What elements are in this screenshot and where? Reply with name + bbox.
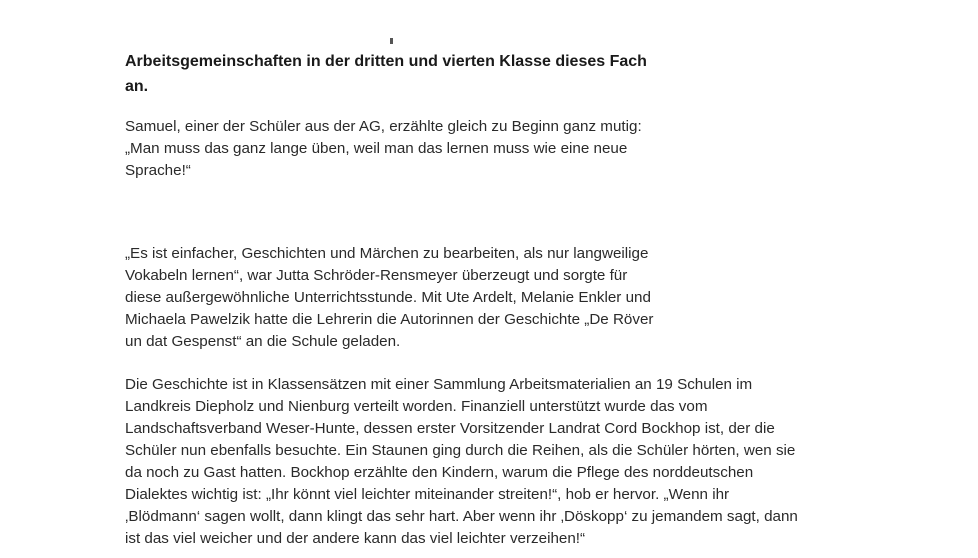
lead-line: an. xyxy=(125,78,149,95)
paragraph-line: Sprache!“ xyxy=(125,162,191,179)
lead-paragraph xyxy=(125,49,647,99)
clipped-text-fragment xyxy=(390,38,393,44)
paragraph-line: Dialektes wichtig ist: „Ihr könnt viel leichter miteinander streiten!“, hob er hervor. „Wenn ihr xyxy=(125,486,730,503)
paragraph-teacher-quote xyxy=(125,243,653,353)
paragraph-line: Landkreis Diepholz und Nienburg verteilt worden. Finanziell unterstützt wurde das vom xyxy=(125,398,708,415)
paragraph-samuel-quote xyxy=(125,116,642,182)
paragraph-line: Vokabeln lernen“, war Jutta Schröder-Rensmeyer überzeugt und sorgte für xyxy=(125,267,628,284)
paragraph-line: „Es ist einfacher, Geschichten und Märchen zu bearbeiten, als nur langweilige xyxy=(125,245,649,262)
paragraph-line: Schüler nun ebenfalls besuchte. Ein Staunen ging durch die Reihen, als die Schüler hörten, wen sie xyxy=(125,442,796,459)
lead-line: Arbeitsgemeinschaften in der dritten und vierten Klasse dieses Fach xyxy=(125,53,647,70)
paragraph-line: Samuel, einer der Schüler aus der AG, erzählte gleich zu Beginn ganz mutig: xyxy=(125,118,642,135)
paragraph-distribution xyxy=(125,374,798,550)
paragraph-line: ist das viel weicher und der andere kann das viel leichter verzeihen!“ xyxy=(125,530,586,547)
paragraph-line: Landschaftsverband Weser-Hunte, dessen erster Vorsitzender Landrat Cord Bockhop ist, der die xyxy=(125,420,775,437)
paragraph-line: ‚Blödmann‘ sagen wollt, dann klingt das sehr hart. Aber wenn ihr ‚Döskopp‘ zu jemandem sagt, dann xyxy=(125,508,798,525)
paragraph-line: Michaela Pawelzik hatte die Lehrerin die Autorinnen der Geschichte „De Röver xyxy=(125,311,654,328)
paragraph-line: diese außergewöhnliche Unterrichtsstunde. Mit Ute Ardelt, Melanie Enkler und xyxy=(125,289,651,306)
paragraph-line: Die Geschichte ist in Klassensätzen mit einer Sammlung Arbeitsmaterialien an 19 Schulen im xyxy=(125,376,753,393)
paragraph-line: „Man muss das ganz lange üben, weil man das lernen muss wie eine neue xyxy=(125,140,628,157)
paragraph-line: da noch zu Gast hatten. Bockhop erzählte den Kindern, warum die Pflege des norddeutschen xyxy=(125,464,754,481)
paragraph-line: un dat Gespenst“ an die Schule geladen. xyxy=(125,333,401,350)
